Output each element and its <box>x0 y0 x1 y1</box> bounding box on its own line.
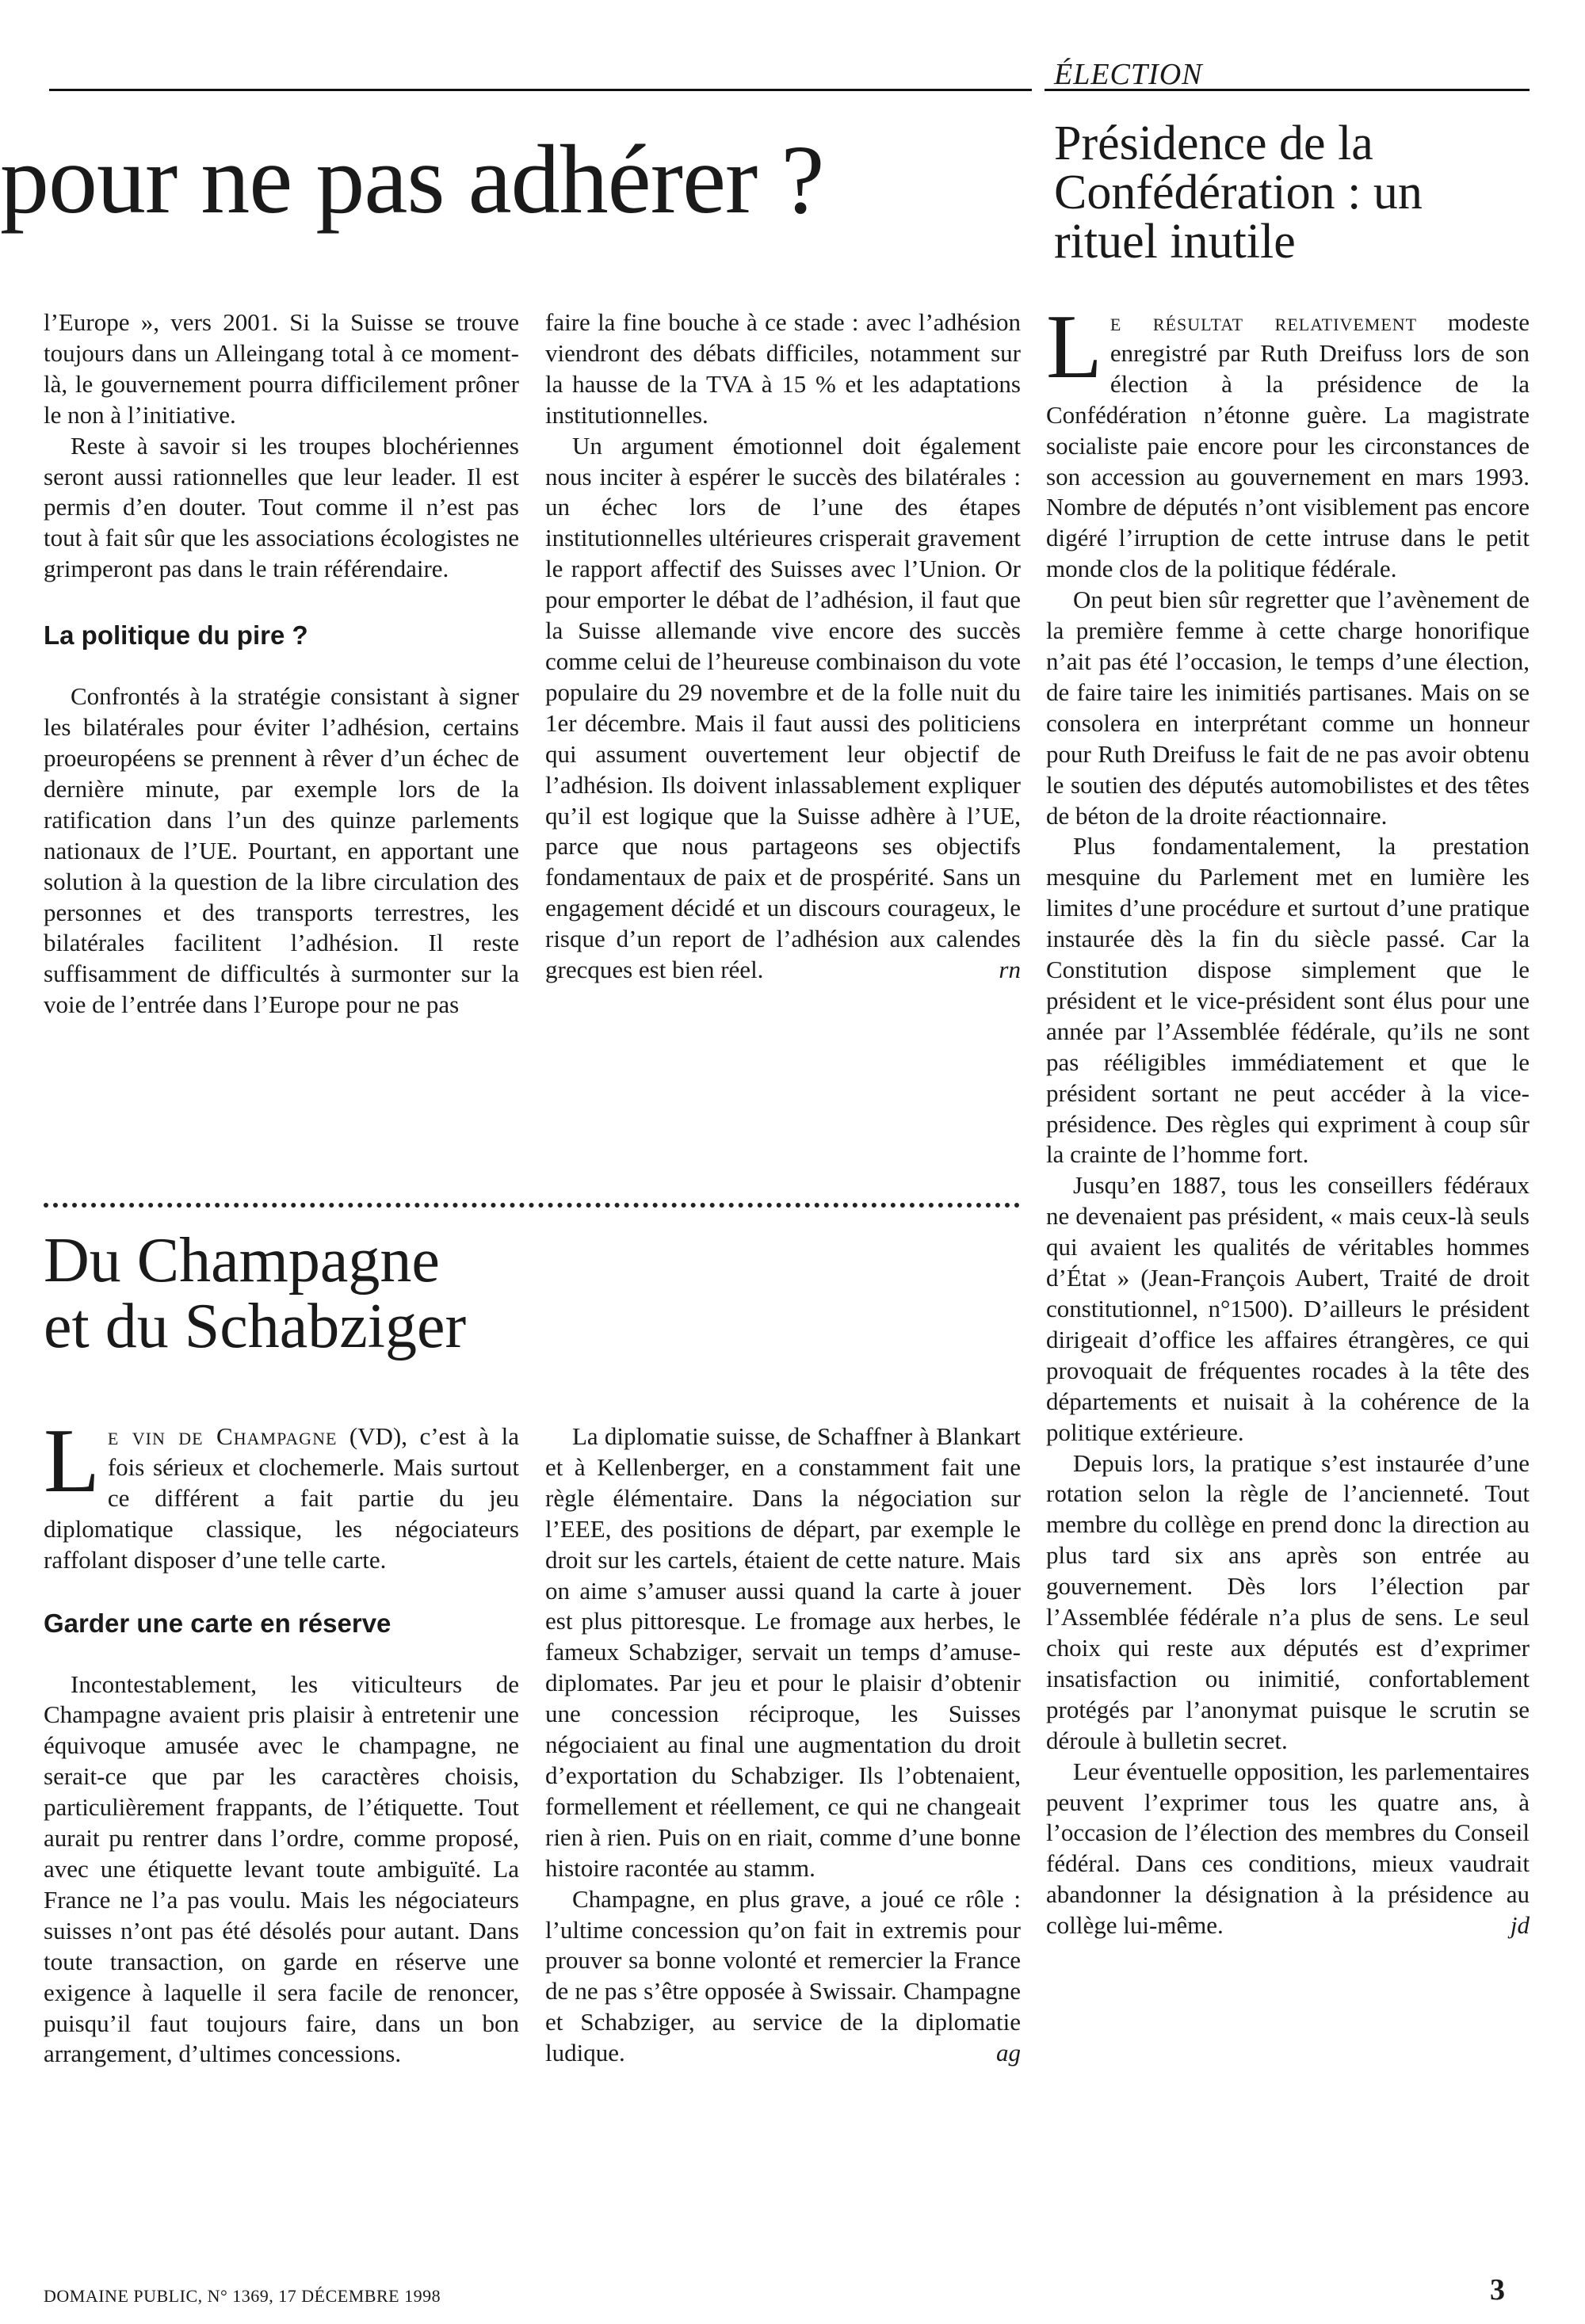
article1-col1-paragraph: Reste à savoir si les troupes blochériennes seront aussi rationnelles que leur leader. Il est permis d’en douter. Tout comme il n’est pas tout à fait sûr que les associations écologistes ne grimperont pas dans le train référendaire. <box>44 431 519 583</box>
article2-lead-paragraph <box>44 1410 519 1576</box>
article2-lead-smallcaps: e vin de Champagne <box>107 1422 338 1450</box>
article3-column <box>1046 296 1530 1941</box>
article3-lead-paragraph <box>1046 296 1530 585</box>
article3-lead-text: modeste enregistré par Ruth Dreifuss lors de son élection à la présidence de la Confédération n’étonne guère. La magistrate socialiste paie encore pour les circonstances de son accession au gouvernement en mars 1993. Nombre de députés n’ont visiblement pas encore digéré l’irruption de cette intruse dans le petit monde clos de la politique fédérale. <box>1046 308 1530 583</box>
article3-paragraph: On peut bien sûr regretter que l’avènement de la première femme à cette charge honorifique n’ait pas été l’occasion, le temps d’une élection, de faire taire les inimitiés partisanes. Mais on se consolera en interprétant comme un honneur pour Ruth Dreifuss le fait de ne pas avoir obtenu le soutien des députés automobilistes et des têtes de béton de la droite réactionnaire. <box>1046 586 1530 830</box>
article3-lead-smallcaps: e résultat relativement <box>1110 308 1418 336</box>
article3-paragraph: Plus fondamentalement, la prestation mesquine du Parlement met en lumière les limites d’une procédure et surtout d’une pratique instaurée dès la fin du siècle passé. Car la Constitution dispose simplement que le président et le vice-président sont élus pour une année par l’Assemblée fédérale, qu’ils ne sont pas rééligibles immédiatement et que le président sortant ne peut accéder à la vice-présidence. Des règles qui expriment à coup sûr la crainte de l’homme fort. <box>1046 832 1530 1169</box>
article1-col1-paragraph: l’Europe », vers 2001. Si la Suisse se trouve toujours dans un Alleingang total à ce moment-là, le gouvernement pourra difficilement prôner le non à l’initiative. <box>44 308 519 429</box>
article2-lead-text: (VD), c’est à la fois sérieux et clochemerle. Mais surtout ce différent a fait partie du jeu diplomatique classique, les négociateurs raffolant disposer d’une telle carte. <box>44 1422 519 1574</box>
article2-column-1 <box>44 1410 519 2070</box>
article2-subhead: Garder une carte en réserve <box>44 1608 391 1638</box>
article3-title: Présidence de la Confédération : un rituel inutile <box>1054 116 1423 269</box>
article2-headline-line1: Du Champagne <box>44 1226 440 1296</box>
footer-publication: DOMAINE PUBLIC, N° 1369, 17 DÉCEMBRE 1998 <box>44 2286 441 2306</box>
article1-subhead: La politique du pire ? <box>44 620 308 651</box>
article2-headline <box>44 1228 466 1360</box>
article1-signature: rn <box>999 955 1021 983</box>
article3-paragraph: Jusqu’en 1887, tous les conseillers fédéraux ne devenaient pas président, « mais ceux-là seuls qui avaient les qualités de véritables hommes d’État » (Jean-François Aubert, Traité de droit constitutionnel, n°1500). D’ailleurs le président dirigeait d’office les affaires étrangères, ce qui provoquait de fréquentes rocades à la tête des départements et nuisait à la cohérence de la politique extérieure. <box>1046 1171 1530 1446</box>
article2-dropcap: L <box>44 1410 100 1512</box>
article2-column-2 <box>545 1421 1021 2069</box>
article2-col1-paragraph: Incontestablement, les viticulteurs de Champagne avaient pris plaisir à entretenir une équivoque amusée avec le champagne, ne serait-ce que par les caractères choisis, particulièrement frappants, de l’étiquette. Tout aurait pu rentrer dans l’ordre, comme proposé, avec une étiquette levant toute ambiguïté. La France ne l’a pas voulu. Mais les négociateurs suisses n’ont pas été désolés pour autant. Dans toute transaction, on garde en réserve une exigence à laquelle il sera facile de renoncer, puisqu’il faut toujours faire, dans un bon arrangement, d’ultimes concessions. <box>44 1670 519 2068</box>
article1-headline: pour ne pas adhérer ? <box>0 125 824 234</box>
article3-paragraph: Leur éventuelle opposition, les parlementaires peuvent l’exprimer tous les quatre ans, à l’occasion de l’élection des membres du Conseil fédéral. Dans ces conditions, mieux vaudrait abandonner la désignation à la présidence au collège lui-même. <box>1046 1757 1530 1940</box>
article2-col2-paragraph: La diplomatie suisse, de Schaffner à Blankart et à Kellenberger, en a constamment fait une règle élémentaire. Dans la négociation sur l’EEE, des positions de départ, par exemple le droit sur les cartels, étaient de cette nature. Mais on aime s’amuser aussi quand la carte à jouer est plus pittoresque. Le fromage aux herbes, le fameux Schabziger, servait un temps d’amuse-diplomates. Par jeu et pour le plaisir d’obtenir une concession réciproque, les Suisses négociaient au final une augmentation du droit d’exportation du Schabziger. Ils l’obtenaient, formellement et réellement, ce qui ne changeait rien à rien. Puis on en riait, comme d’une bonne histoire racontée au stamm. <box>545 1422 1021 1882</box>
top-rule-left <box>49 89 1032 91</box>
section-tag: ÉLECTION <box>1054 58 1203 91</box>
article1-column-1 <box>44 307 519 1021</box>
page-number: 3 <box>1490 2273 1505 2307</box>
article1-col2-paragraph: Un argument émotionnel doit également nous inciter à espérer le succès des bilatérales : un échec lors de l’une des étapes institutionnelles ultérieures crisperait gravement le rapport affectif des Suisses avec l’Union. Or pour emporter le débat de l’adhésion, il faut que la Suisse allemande vive encore des succès comme celui de l’heureuse combinaison du vote populaire du 29 novembre et de la folle nuit du 1er décembre. Mais il faut aussi des politiciens qui assument ouvertement leur objectif de l’adhésion. Ils doivent inlassablement expliquer qu’il est logique que la Suisse adhère à l’UE, parce que nous partageons ses objectifs fondamentaux de paix et de prospérité. Sans un engagement décidé et un discours courageux, le risque d’un report de l’adhésion aux calendes grecques est bien réel. <box>545 431 1021 984</box>
article2-headline-line2: et du Schabziger <box>44 1292 467 1362</box>
article2-col2-paragraph: Champagne, en plus grave, a joué ce rôle : l’ultime concession qu’on fait in extremis pour prouver sa bonne volonté et remercier la France de ne pas s’être opposée à Swissair. Champagne et Schabziger, au service de la diplomatie ludique. <box>545 1884 1021 2067</box>
article2-signature: ag <box>996 2039 1021 2067</box>
article3-paragraph: Depuis lors, la pratique s’est instaurée d’une rotation selon la règle de l’ancienneté. Tout membre du collège en prend donc la direction au plus tard six ans après son entrée au gouvernement. Dès lors l’élection par l’Assemblée fédérale n’a plus de sens. Le seul choix qui reste aux députés est d’exprimer insatisfaction ou inimitié, confortablement protégés par l’anonymat puisque le scrutin se déroule à bulletin secret. <box>1046 1448 1530 1754</box>
article3-dropcap: L <box>1046 296 1102 398</box>
article1-col1-paragraph: Confrontés à la stratégie consistant à signer les bilatérales pour éviter l’adhésion, certains proeuropéens se prennent à rêver d’un échec de dernière minute, par exemple lors de la ratification dans l’un des quinze parlements nationaux de l’UE. Pourtant, en apportant une solution à la question de la libre circulation des personnes et des transports terrestres, les bilatérales facilitent l’adhésion. Il reste suffisamment de difficultés à surmonter sur la voie de l’entrée dans l’Europe pour ne pas <box>44 682 519 1019</box>
article3-signature: jd <box>1510 1911 1530 1940</box>
article1-column-2 <box>545 307 1021 986</box>
article-separator <box>44 1203 1020 1208</box>
article1-col2-paragraph: faire la fine bouche à ce stade : avec l’adhésion viendront des débats difficiles, notamment sur la hausse de la TVA à 15 % et les adaptations institutionnelles. <box>545 308 1021 429</box>
